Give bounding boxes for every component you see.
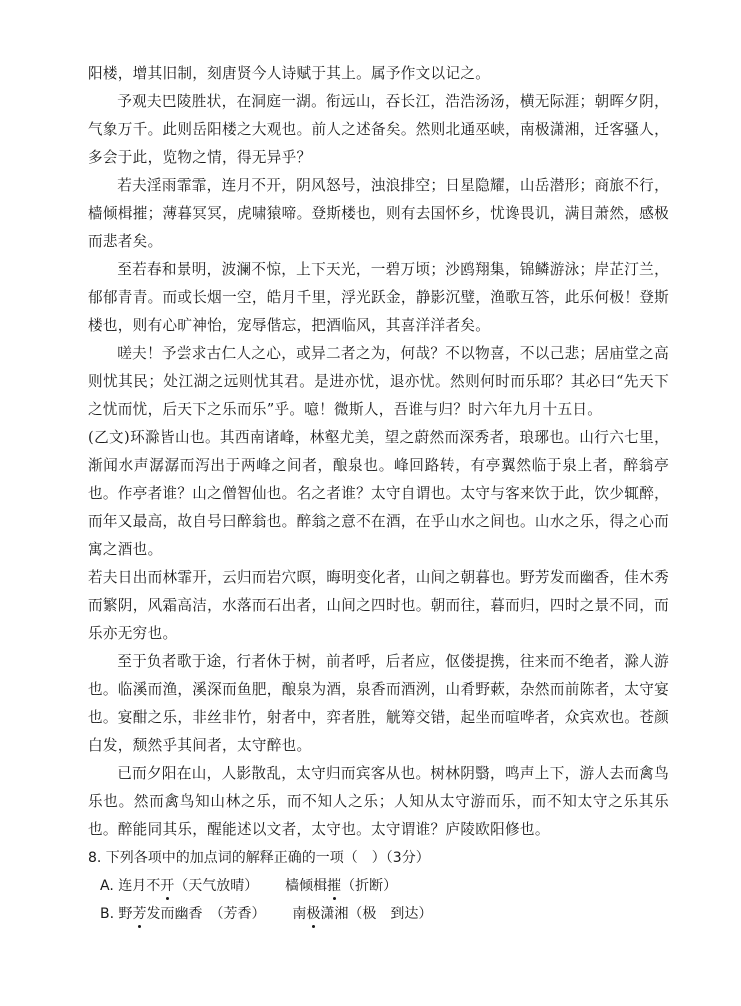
option-label: A. [100, 878, 114, 894]
paragraph-p8: 已而夕阳在山，人影散乱，太守归而宾客从也。树林阴翳，鸣声上下，游人去而禽鸟乐也。然而禽鸟知山林之乐，而不知人之乐；人知从太守游而乐，而不知太守之乐其乐也。醉能同其乐，醒能述以文者，太守也。太守谓谁？庐陵欧阳修也。 [88, 765, 669, 838]
paragraph-p5: (乙文)环滁皆山也。其西南诸峰，林壑尤美，望之蔚然而深秀者，琅琊也。山行六七里，渐闻水声潺潺而泻出于两峰之间者，酿泉也。峰回路转，有亭翼然临于泉上者，醉翁亭也。作亭者谁？山之僧智仙也。名之者谁？太守自谓也。太守与客来饮于此，饮少辄醉，而年又最高，故自号曰醉翁也。醉翁之意不在酒，在乎山水之间也。山水之乐，得之心而寓之酒也。 [88, 429, 669, 558]
option-phrase-2-before: 南 [292, 906, 307, 922]
dotted-word: 开 [160, 878, 175, 894]
paragraph-p6: 若夫日出而林霏开，云归而岩穴暝，晦明变化者，山间之朝暮也。野芳发而幽香，佳木秀而繁阴，风霜高洁，水落而石出者，山间之四时也。朝而往，暮而归，四时之景不同，而乐亦无穷也。 [88, 569, 669, 642]
option-phrase-2-after: （折断） [341, 878, 398, 894]
paragraph-p1: 予观夫巴陵胜状，在洞庭一湖。衔远山，吞长江，浩浩汤汤，横无际涯；朝晖夕阴，气象万千。此则岳阳楼之大观也。前人之述备矣。然则北通巫峡，南极潇湘，迁客骚人，多会于此，览物之情，得无异乎？ [88, 93, 669, 166]
option-phrase-1-before: 连月不 [118, 878, 161, 894]
option-phrase-2-before: 樯倾楫 [285, 878, 328, 894]
dotted-word: 极 [306, 906, 321, 922]
passage-body [88, 60, 669, 844]
paragraph-p0: 阳楼，增其旧制，刻唐贤今人诗赋于其上。属予作文以记之。 [88, 65, 491, 82]
option-phrase-1-after: （天气放晴） [174, 878, 259, 894]
option-phrase-1-before: 野 [118, 906, 133, 922]
option-label: B. [100, 906, 115, 922]
dotted-word: 芳 [132, 906, 147, 922]
paragraph-p7: 至于负者歌于途，行者休于树，前者呼，后者应，伛偻提携，往来而不绝者，滁人游也。临溪而渔，溪深而鱼肥，酿泉为酒，泉香而酒洌，山肴野蔌，杂然而前陈者，太守宴也。宴酣之乐，非丝非竹，射者中，弈者胜，觥筹交错，起坐而喧哗者，众宾欢也。苍颜白发，颓然乎其间者，太守醉也。 [88, 653, 669, 754]
option-phrase-1-after: 发而幽香 （芳香） [146, 906, 266, 922]
question-stem: 8. 下列各项中的加点词的解释正确的一项（ ）（3分） [88, 850, 430, 866]
option-phrase-2-after: 潇湘（极 到达） [320, 906, 433, 922]
option-a[interactable] [88, 872, 669, 900]
paragraph-p3: 至若春和景明，波澜不惊，上下天光，一碧万顷；沙鸥翔集，锦鳞游泳；岸芷汀兰，郁郁青青。而或长烟一空，皓月千里，浮光跃金，静影沉璧，渔歌互答，此乐何极！登斯楼也，则有心旷神怡，宠辱偕忘，把酒临风，其喜洋洋者矣。 [88, 261, 669, 334]
paragraph-p4: 嗟夫！予尝求古仁人之心，或异二者之为，何哉？不以物喜，不以己悲；居庙堂之高则忧其民；处江湖之远则忧其君。是进亦忧，退亦忧。然则何时而乐耶？其必曰“先天下之忧而忧，后天下之乐而乐”乎。噫！微斯人，吾谁与归？时六年九月十五日。 [88, 345, 669, 418]
paragraph-p2: 若夫淫雨霏霏，连月不开，阴风怒号，浊浪排空；日星隐耀，山岳潜形；商旅不行，樯倾楫摧；薄暮冥冥，虎啸猿啼。登斯楼也，则有去国怀乡，忧谗畏讥，满目萧然，感极而悲者矣。 [88, 177, 669, 250]
dotted-word: 摧 [327, 878, 342, 894]
option-b[interactable] [88, 900, 669, 928]
